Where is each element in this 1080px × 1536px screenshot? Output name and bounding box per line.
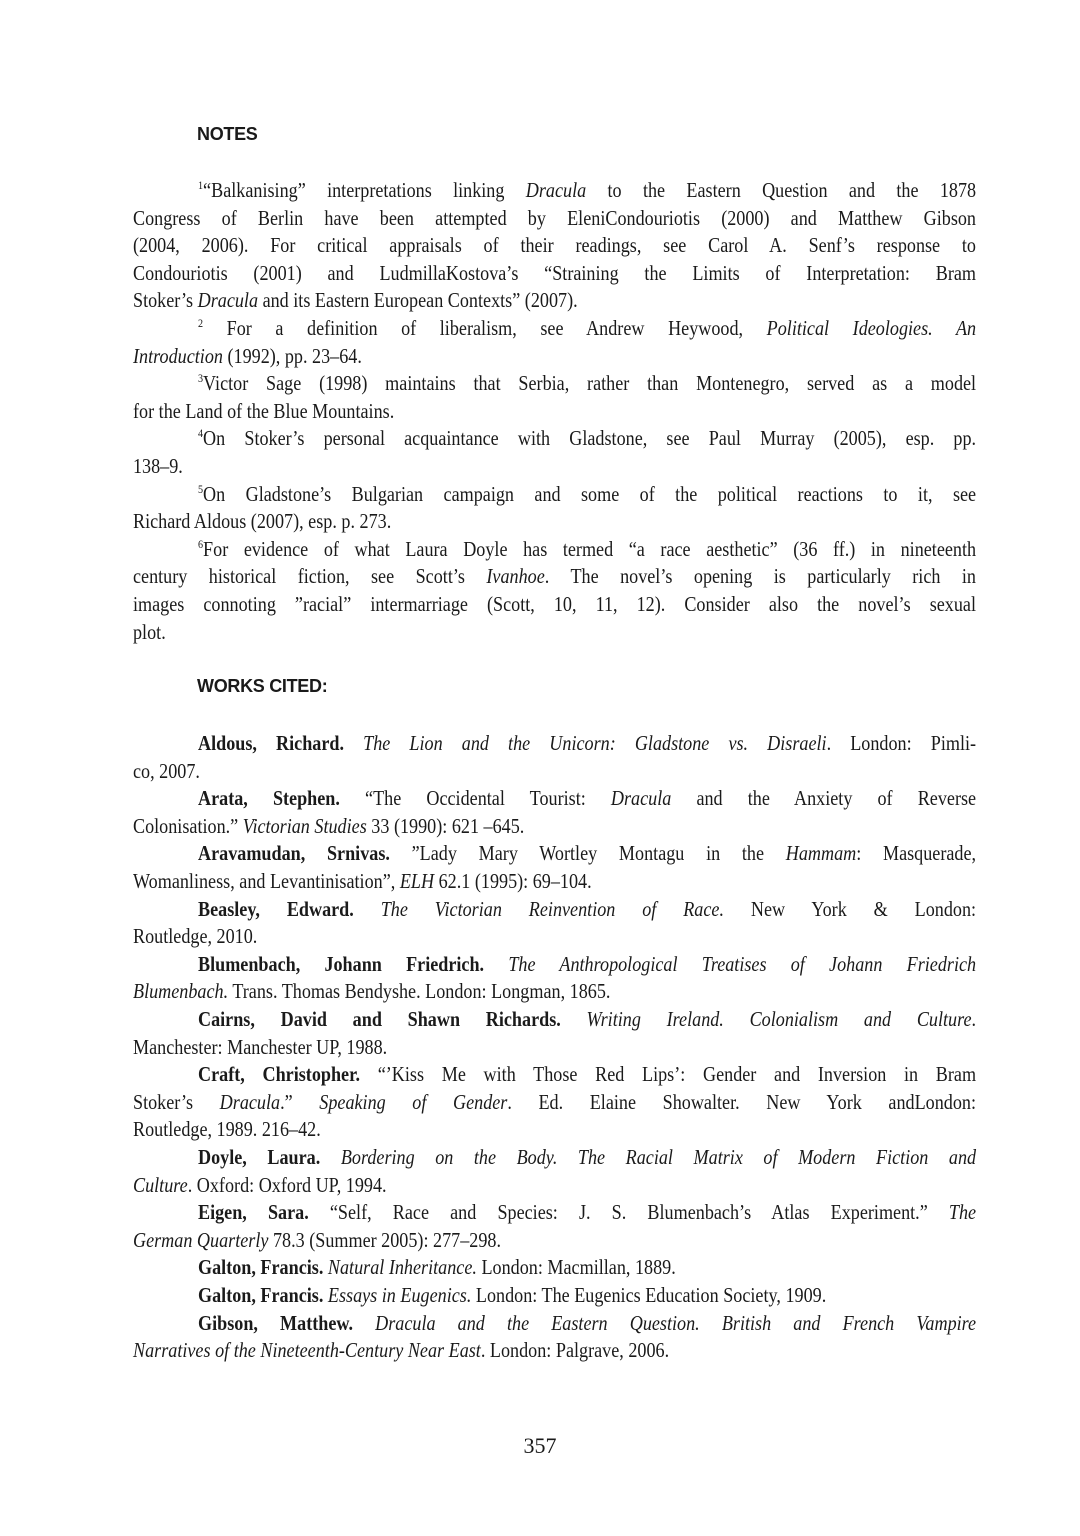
citation-line: Arata, Stephen. “The Occidental Tourist: Dracula and the Anxiety of Reverse: [198, 786, 977, 810]
citation-line: Womanliness, and Levantinisation”, ELH 62.1 (1995): 69–104.: [133, 869, 592, 893]
note-line: century historical fiction, see Scott’s Ivanhoe. The novel’s opening is particularly rich in: [133, 564, 976, 588]
footnote-number: 1: [198, 178, 204, 192]
citation-line: Aldous, Richard. The Lion and the Unicorn: Gladstone vs. Disraeli. London: Pimli-: [198, 731, 977, 755]
note-line: Stoker’s Dracula and its Eastern European Contexts” (2007).: [133, 288, 578, 312]
citation-author: Craft, Christopher.: [198, 1062, 361, 1086]
citation-author: Cairns, David and Shawn Richards.: [198, 1007, 561, 1031]
citation-author: Doyle, Laura.: [198, 1145, 321, 1169]
footnote-number: 6: [198, 537, 204, 551]
note-line: $^3$Victor Sage (1998) maintains that Serbia, rather than Montenegro, served as a model: [198, 371, 977, 395]
note-line: $^4$On Stoker’s personal acquaintance with Gladstone, see Paul Murray (2005), esp. pp.: [198, 426, 977, 450]
citation-author: Galton, Francis.: [198, 1255, 324, 1279]
citation-author: Gibson, Matthew.: [198, 1311, 354, 1335]
footnote-number: 5: [198, 482, 204, 496]
note-line: $^2$ For a definition of liberalism, see Andrew Heywood, Political Ideologies. An: [198, 316, 977, 340]
footnote-number: 3: [198, 371, 204, 385]
citation-author: Blumenbach, Johann Friedrich.: [198, 952, 485, 976]
citation-author: Aravamudan, Srnivas.: [198, 841, 390, 865]
citation-line: Craft, Christopher. “’Kiss Me with Those Red Lips’: Gender and Inversion in Bram: [198, 1062, 977, 1086]
citation-author: Arata, Stephen.: [198, 786, 340, 810]
note-line: 138–9.: [133, 454, 183, 478]
citation-line: Blumenbach, Johann Friedrich. The Anthropological Treatises of Johann Friedrich: [198, 952, 977, 976]
citation-line: German Quarterly 78.3 (Summer 2005): 277–298.: [133, 1228, 502, 1252]
citation-line: Blumenbach. Trans. Thomas Bendyshe. London: Longman, 1865.: [133, 979, 611, 1003]
citation-line: Gibson, Matthew. Dracula and the Eastern Question. British and French Vampire: [198, 1311, 977, 1335]
note-line: $^5$On Gladstone’s Bulgarian campaign and some of the political reactions to it, see: [198, 482, 977, 506]
citation-author: Eigen, Sara.: [198, 1200, 309, 1224]
citation-line: Eigen, Sara. “Self, Race and Species: J. S. Blumenbach’s Atlas Experiment.” The: [198, 1200, 977, 1224]
citation-line: Doyle, Laura. Bordering on the Body. The Racial Matrix of Modern Fiction and: [198, 1145, 977, 1169]
note-line: (2004, 2006). For critical appraisals of their readings, see Carol A. Senf’s response to: [133, 233, 976, 257]
note-line: Condouriotis (2001) and LudmillaKostova’s “Straining the Limits of Interpretation: Bram: [133, 261, 976, 285]
note-line: Congress of Berlin have been attempted by EleniCondouriotis (2000) and Matthew Gibson: [133, 206, 976, 230]
footnote-number: 4: [198, 426, 204, 440]
citation-line: Routledge, 2010.: [133, 924, 258, 948]
citation-line: Narratives of the Nineteenth-Century Near East. London: Palgrave, 2006.: [133, 1338, 670, 1362]
page-number: 357: [523, 1433, 557, 1458]
note-line: for the Land of the Blue Mountains.: [133, 399, 395, 423]
note-line: $^1$“Balkanising” interpretations linking Dracula to the Eastern Question and the 1878: [198, 178, 977, 202]
note-line: Introduction (1992), pp. 23–64.: [133, 344, 362, 368]
citation-author: Beasley, Edward.: [198, 897, 354, 921]
citation-line: Aravamudan, Srnivas. ”Lady Mary Wortley Montagu in the Hammam: Masquerade,: [198, 841, 977, 865]
citation-line: Galton, Francis. Essays in Eugenics. London: The Eugenics Education Society, 1909.: [198, 1283, 827, 1307]
works-cited-heading: WORKS CITED:: [197, 676, 328, 696]
citation-line: co, 2007.: [133, 759, 200, 783]
citation-author: Aldous, Richard.: [198, 731, 345, 755]
note-line: Richard Aldous (2007), esp. p. 273.: [133, 509, 392, 533]
note-line: plot.: [133, 620, 166, 644]
citation-line: Routledge, 1989. 216–42.: [133, 1117, 321, 1141]
citation-line: Colonisation.” Victorian Studies 33 (1990): 621 –645.: [133, 814, 525, 838]
citation-line: Manchester: Manchester UP, 1988.: [133, 1035, 388, 1059]
citation-line: Galton, Francis. Natural Inheritance. London: Macmillan, 1889.: [198, 1255, 676, 1279]
notes-heading: NOTES: [197, 124, 258, 144]
citation-line: Culture. Oxford: Oxford UP, 1994.: [133, 1173, 387, 1197]
citation-line: Cairns, David and Shawn Richards. Writing Ireland. Colonialism and Culture.: [198, 1007, 977, 1031]
citation-line: Beasley, Edward. The Victorian Reinvention of Race. New York & London:: [198, 897, 977, 921]
citation-author: Galton, Francis.: [198, 1283, 324, 1307]
citation-line: Stoker’s Dracula.” Speaking of Gender. Ed. Elaine Showalter. New York andLondon:: [133, 1090, 976, 1114]
footnote-number: 2: [198, 316, 204, 330]
note-line: images connoting ”racial” intermarriage (Scott, 10, 11, 12). Consider also the novel’s sexual: [133, 592, 976, 616]
note-line: $^6$For evidence of what Laura Doyle has termed “a race aesthetic” (36 ff.) in nineteenth: [198, 537, 977, 561]
